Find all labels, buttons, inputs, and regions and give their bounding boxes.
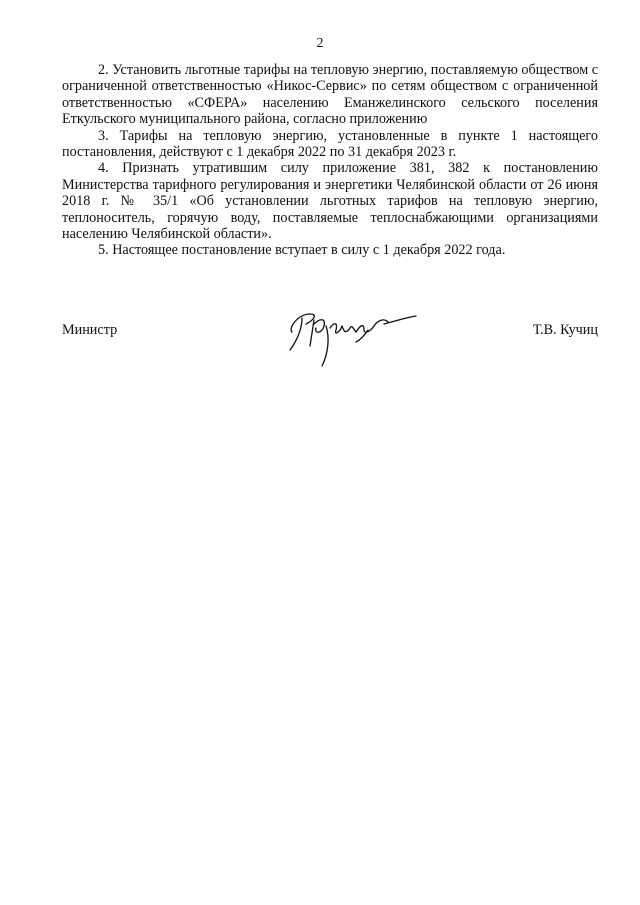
paragraph-5: 5. Настоящее постановление вступает в силу с 1 декабря 2022 года. bbox=[98, 242, 506, 259]
paragraph-3: 3. Тарифы на тепловую энергию, установленные в пункте 1 настоящего постановления, действуют с 1 декабря 2022 по 31 декабря 2023 г. bbox=[62, 127, 598, 161]
paragraph-4: 4. Признать утратившим силу приложение 381, 382 к постановлению Министерства тарифного регулирования и энергетики Челябинской области от 26 июня 2018 г. № 35/1 «Об установлении льготных тарифов на тепловую энергию, теплоноситель, горячую воду, поставляемые теплоснабжающими организациями населению Челябинской области». bbox=[62, 160, 598, 243]
handwritten-signature-icon bbox=[280, 302, 440, 368]
page-number: 2 bbox=[316, 36, 324, 51]
signer-name: Т.В. Кучиц bbox=[532, 322, 598, 338]
signature-block bbox=[62, 302, 598, 372]
paragraph-2: 2. Установить льготные тарифы на тепловую энергию, поставляемую обществом с ограниченной ответственностью «Никос-Сервис» по сетям обществом с ограниченной ответственностью «СФЕРА» населению Еманжелинского сельского поселения Еткульского муниципального района, согласно приложению bbox=[62, 62, 599, 128]
signer-position: Министр bbox=[62, 322, 118, 338]
document-body bbox=[62, 62, 598, 259]
